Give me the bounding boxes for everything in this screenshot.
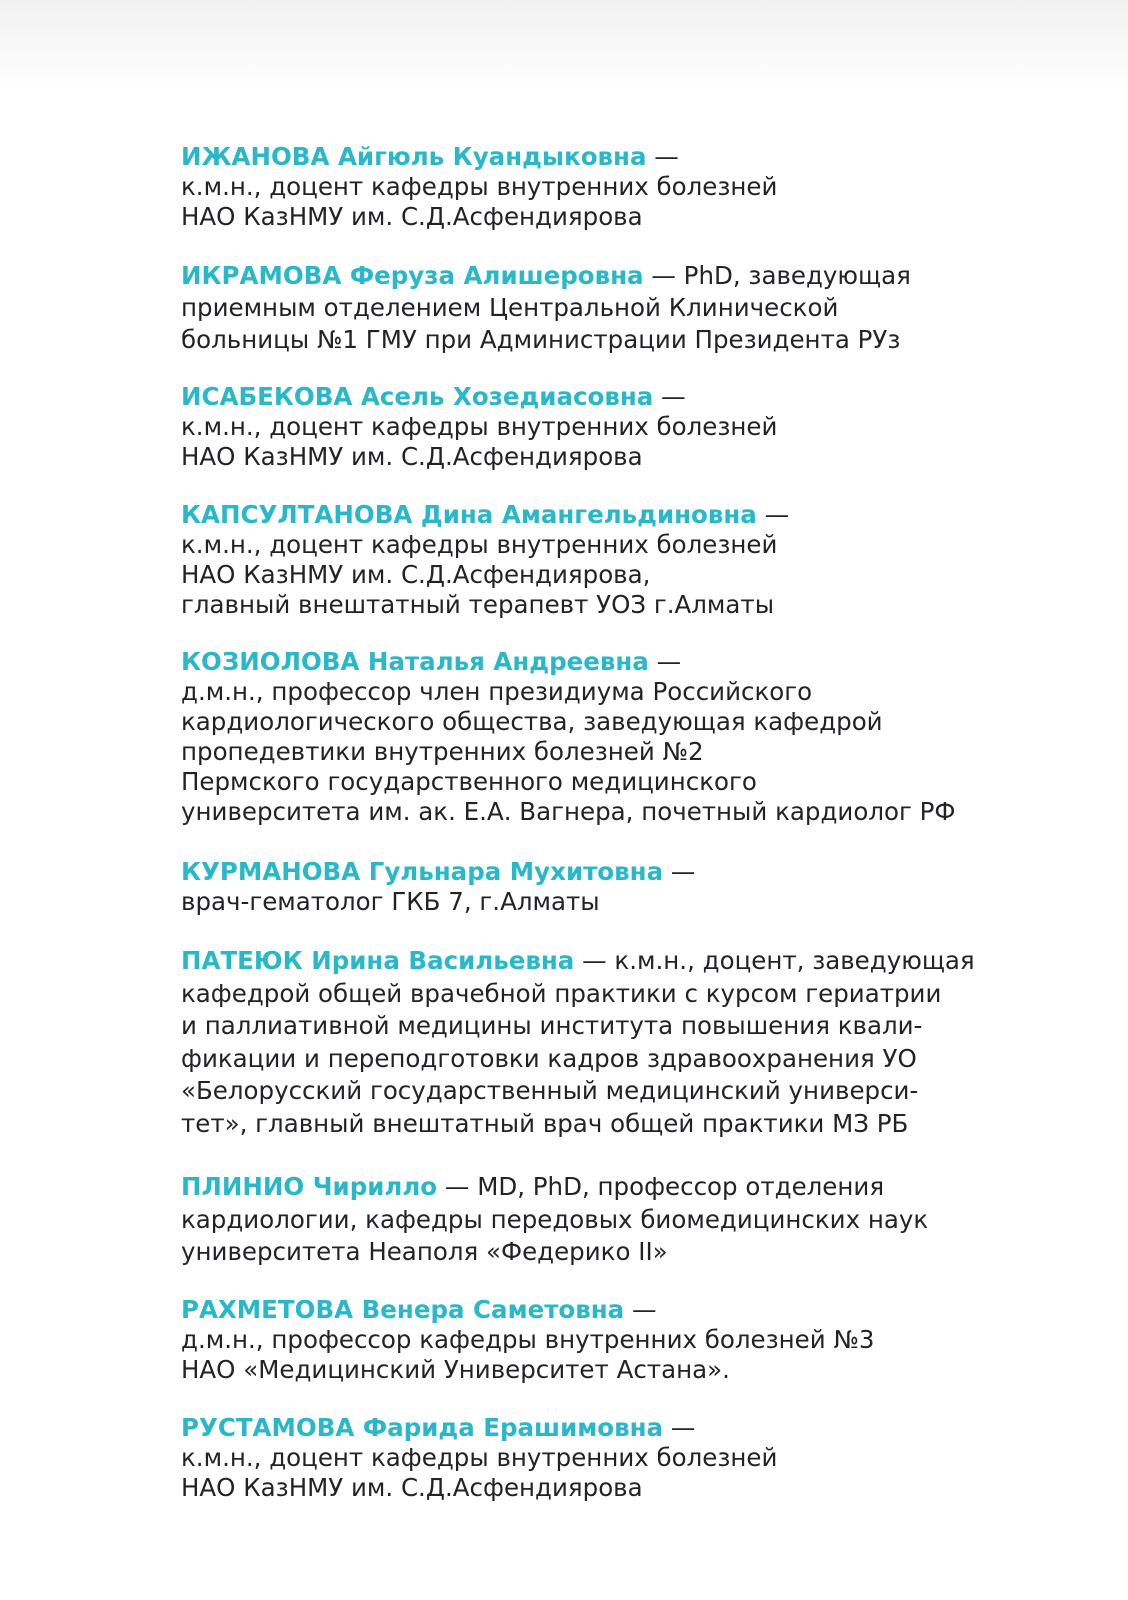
speaker-name: РУСТАМОВА Фарида Ерашимовна	[181, 1413, 664, 1442]
speaker-name: ИКРАМОВА Феруза Алишеровна	[181, 261, 644, 290]
speaker-description: — врач-гематолог ГКБ 7, г.Алматы	[181, 857, 696, 916]
speaker-name: ИСАБЕКОВА Асель Хозедиасовна	[181, 382, 654, 411]
speaker-entry-plinio	[181, 1171, 1041, 1269]
speaker-description: — к.м.н., доцент кафедры внутренних болезней НАО КазНМУ им. С.Д.Асфендиярова, главный внештатный терапевт УОЗ г.Алматы	[181, 500, 790, 619]
speaker-description: — к.м.н., доцент, заведующая кафедрой общей врачебной практики с курсом гериатрии и паллиативной медицины института повышения квали- фикации и переподготовки кадров здравоохранения УО «Белорусский государственный медицинский универси- тет», главный внештатный врач общей практики МЗ РБ	[181, 946, 975, 1138]
speaker-name: ИЖАНОВА Айгюль Куандыковна	[181, 142, 647, 171]
speaker-description: — MD, PhD, профессор отделения кардиологии, кафедры передовых биомедицинских наук университета Неаполя «Федерико II»	[181, 1172, 929, 1267]
speaker-entry-isabekova	[181, 382, 1041, 472]
speaker-name: ПЛИНИО Чирилло	[181, 1172, 438, 1201]
speaker-name: КУРМАНОВА Гульнара Мухитовна	[181, 857, 664, 886]
speaker-description: — к.м.н., доцент кафедры внутренних болезней НАО КазНМУ им. С.Д.Асфендиярова	[181, 382, 778, 471]
speaker-entry-rakhmetova	[181, 1295, 1041, 1385]
speaker-entry-ikramova	[181, 260, 1041, 356]
speaker-name: РАХМЕТОВА Венера Саметовна	[181, 1295, 625, 1324]
speaker-name: КОЗИОЛОВА Наталья Андреевна	[181, 647, 649, 676]
speaker-description: — к.м.н., доцент кафедры внутренних болезней НАО КазНМУ им. С.Д.Асфендиярова	[181, 1413, 778, 1502]
speaker-entry-kapsultanova	[181, 500, 1041, 620]
speaker-name: ПАТЕЮК Ирина Васильевна	[181, 946, 575, 975]
speaker-name: КАПСУЛТАНОВА Дина Амангельдиновна	[181, 500, 757, 529]
speaker-description: — д.м.н., профессор кафедры внутренних болезней №3 НАО «Медицинский Университет Астана».	[181, 1295, 875, 1384]
speaker-description: — к.м.н., доцент кафедры внутренних болезней НАО КазНМУ им. С.Д.Асфендиярова	[181, 142, 778, 231]
speaker-entry-koziolova	[181, 647, 1041, 827]
speaker-entry-kurmanova	[181, 857, 1041, 917]
speaker-entry-izhanova	[181, 142, 1041, 232]
speaker-entry-rustamova	[181, 1413, 1041, 1503]
speaker-description: — PhD, заведующая приемным отделением Центральной Клинической больницы №1 ГМУ при Администрации Президента РУз	[181, 261, 911, 354]
speaker-entry-pateyuk	[181, 945, 1041, 1141]
speaker-description: — д.м.н., профессор член президиума Российского кардиологического общества, заведующая кафедрой пропедевтики внутренних болезней №2 Пермского государственного медицинского университета им. ак. Е.А. Вагнера, почетный кардиолог РФ	[181, 647, 956, 826]
